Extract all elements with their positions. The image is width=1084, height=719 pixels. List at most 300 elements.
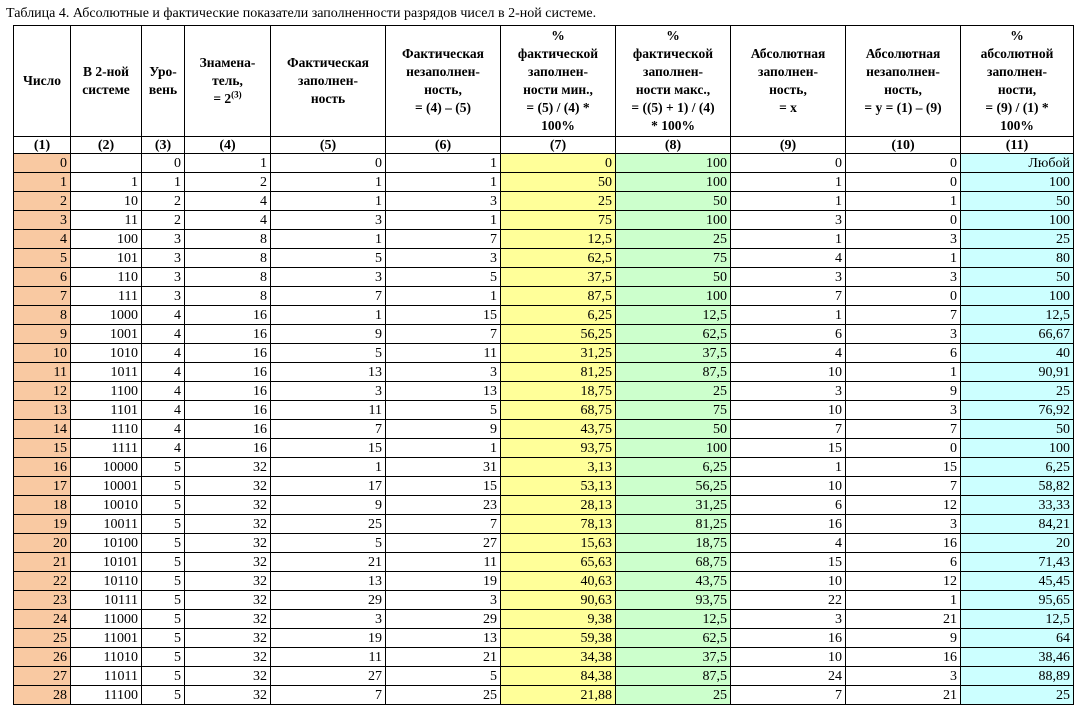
cell-abs-fill: 1	[731, 306, 846, 325]
cell-pct-abs: 50	[961, 268, 1074, 287]
header-row	[14, 26, 1074, 137]
cell-pct-max: 62,5	[616, 629, 731, 648]
cell-number: 19	[14, 515, 71, 534]
header-line: = (4) – (5)	[414, 100, 472, 115]
cell-pct-max: 81,25	[616, 515, 731, 534]
cell-level: 2	[142, 192, 185, 211]
cell-pct-max: 62,5	[616, 325, 731, 344]
cell-binary: 1111	[71, 439, 142, 458]
cell-actual-fill: 7	[271, 420, 386, 439]
cell-level: 5	[142, 610, 185, 629]
cell-actual-unfill: 3	[386, 363, 501, 382]
column-header-9	[731, 26, 846, 137]
header-line: Фактическая	[287, 55, 369, 70]
cell-level: 0	[142, 154, 185, 173]
column-number: (5)	[271, 137, 386, 154]
cell-number: 21	[14, 553, 71, 572]
table-row	[14, 648, 1074, 667]
cell-abs-unfill: 12	[846, 572, 961, 591]
cell-denominator: 8	[185, 249, 271, 268]
cell-pct-max: 100	[616, 173, 731, 192]
cell-actual-unfill: 1	[386, 287, 501, 306]
header-line: ность	[310, 91, 346, 106]
cell-pct-abs: 12,5	[961, 306, 1074, 325]
cell-pct-max: 75	[616, 401, 731, 420]
cell-actual-fill: 1	[271, 230, 386, 249]
cell-level: 1	[142, 173, 185, 192]
cell-abs-fill: 7	[731, 287, 846, 306]
cell-abs-fill: 15	[731, 553, 846, 572]
table-caption: Таблица 4. Абсолютные и фактические показатели заполненности разрядов чисел в 2-ной системе.	[6, 6, 597, 21]
cell-abs-unfill: 3	[846, 325, 961, 344]
column-number: (7)	[501, 137, 616, 154]
header-line: абсолютной	[980, 46, 1054, 61]
cell-actual-fill: 7	[271, 287, 386, 306]
cell-actual-unfill: 5	[386, 401, 501, 420]
header-line: Абсолютная	[750, 46, 826, 61]
cell-actual-unfill: 3	[386, 249, 501, 268]
cell-pct-abs: 12,5	[961, 610, 1074, 629]
cell-pct-min: 87,5	[501, 287, 616, 306]
cell-actual-unfill: 11	[386, 553, 501, 572]
header-line: = (5) / (4) *	[526, 100, 590, 115]
cell-denominator: 16	[185, 344, 271, 363]
cell-pct-max: 50	[616, 420, 731, 439]
cell-pct-abs: 50	[961, 420, 1074, 439]
cell-abs-fill: 6	[731, 496, 846, 515]
cell-abs-fill: 24	[731, 667, 846, 686]
cell-denominator: 32	[185, 515, 271, 534]
cell-pct-max: 6,25	[616, 458, 731, 477]
cell-abs-unfill: 7	[846, 306, 961, 325]
cell-abs-fill: 1	[731, 458, 846, 477]
cell-abs-unfill: 12	[846, 496, 961, 515]
cell-abs-fill: 10	[731, 572, 846, 591]
cell-abs-unfill: 6	[846, 553, 961, 572]
cell-actual-unfill: 13	[386, 629, 501, 648]
cell-number: 28	[14, 686, 71, 705]
cell-abs-fill: 16	[731, 629, 846, 648]
cell-actual-fill: 21	[271, 553, 386, 572]
table-row	[14, 363, 1074, 382]
cell-actual-unfill: 7	[386, 325, 501, 344]
table-row	[14, 496, 1074, 515]
table-row	[14, 420, 1074, 439]
header-line: ность,	[884, 82, 922, 97]
header-line: ность,	[424, 82, 462, 97]
cell-level: 5	[142, 477, 185, 496]
cell-abs-unfill: 3	[846, 667, 961, 686]
header-line: %	[1010, 28, 1024, 43]
cell-pct-abs: 20	[961, 534, 1074, 553]
column-number: (2)	[71, 137, 142, 154]
cell-actual-unfill: 1	[386, 173, 501, 192]
cell-level: 4	[142, 439, 185, 458]
column-header-4	[185, 26, 271, 137]
cell-denominator: 16	[185, 306, 271, 325]
table-row	[14, 629, 1074, 648]
cell-actual-unfill: 13	[386, 382, 501, 401]
header-formula: = 2	[213, 91, 232, 106]
cell-pct-max: 43,75	[616, 572, 731, 591]
cell-pct-max: 100	[616, 287, 731, 306]
cell-level: 3	[142, 268, 185, 287]
cell-level: 5	[142, 572, 185, 591]
cell-abs-unfill: 6	[846, 344, 961, 363]
header-line: = x	[779, 100, 797, 115]
cell-pct-max: 68,75	[616, 553, 731, 572]
cell-pct-min: 28,13	[501, 496, 616, 515]
header-line: фактической	[517, 46, 599, 61]
header-line: %	[666, 28, 680, 43]
cell-pct-abs: 76,92	[961, 401, 1074, 420]
cell-pct-max: 75	[616, 249, 731, 268]
cell-pct-min: 78,13	[501, 515, 616, 534]
cell-pct-max: 12,5	[616, 306, 731, 325]
cell-pct-min: 93,75	[501, 439, 616, 458]
cell-abs-fill: 7	[731, 420, 846, 439]
header-superscript: (3)	[231, 89, 242, 100]
cell-level: 4	[142, 363, 185, 382]
table-row	[14, 344, 1074, 363]
cell-pct-max: 37,5	[616, 344, 731, 363]
cell-binary: 1	[71, 173, 142, 192]
table-row	[14, 515, 1074, 534]
cell-actual-unfill: 29	[386, 610, 501, 629]
column-number: (4)	[185, 137, 271, 154]
cell-pct-max: 25	[616, 230, 731, 249]
cell-pct-min: 68,75	[501, 401, 616, 420]
header-line: 100%	[541, 118, 575, 133]
cell-pct-abs: 80	[961, 249, 1074, 268]
table-row	[14, 287, 1074, 306]
header-line: Число	[22, 73, 61, 88]
cell-level: 3	[142, 287, 185, 306]
cell-abs-unfill: 0	[846, 211, 961, 230]
header-line: незаполнен-	[866, 64, 940, 79]
cell-denominator: 8	[185, 230, 271, 249]
cell-abs-fill: 0	[731, 154, 846, 173]
table-row	[14, 230, 1074, 249]
cell-actual-fill: 3	[271, 268, 386, 287]
cell-number: 20	[14, 534, 71, 553]
cell-pct-abs: 71,43	[961, 553, 1074, 572]
cell-binary: 10	[71, 192, 142, 211]
cell-pct-abs: 45,45	[961, 572, 1074, 591]
cell-denominator: 32	[185, 629, 271, 648]
header-line: = (9) / (1) *	[985, 100, 1049, 115]
cell-denominator: 16	[185, 401, 271, 420]
header-line: 100%	[1000, 118, 1034, 133]
cell-abs-fill: 4	[731, 534, 846, 553]
header-line: тель,	[212, 73, 243, 88]
cell-denominator: 32	[185, 591, 271, 610]
cell-abs-fill: 3	[731, 610, 846, 629]
cell-pct-abs: 6,25	[961, 458, 1074, 477]
cell-number: 4	[14, 230, 71, 249]
column-number: (10)	[846, 137, 961, 154]
cell-number: 7	[14, 287, 71, 306]
column-header-3	[142, 26, 185, 137]
table-row	[14, 211, 1074, 230]
cell-actual-unfill: 27	[386, 534, 501, 553]
cell-pct-min: 81,25	[501, 363, 616, 382]
cell-pct-abs: 66,67	[961, 325, 1074, 344]
cell-abs-unfill: 3	[846, 268, 961, 287]
header-line: незаполнен-	[406, 64, 480, 79]
column-number: (6)	[386, 137, 501, 154]
cell-level: 3	[142, 230, 185, 249]
cell-pct-abs: 88,89	[961, 667, 1074, 686]
cell-binary: 1001	[71, 325, 142, 344]
header-line: вень	[148, 82, 178, 97]
column-number-row	[14, 137, 1074, 154]
cell-pct-abs: 25	[961, 686, 1074, 705]
cell-pct-max: 31,25	[616, 496, 731, 515]
table-row	[14, 268, 1074, 287]
cell-level: 5	[142, 667, 185, 686]
cell-abs-fill: 1	[731, 192, 846, 211]
column-header-11	[961, 26, 1074, 137]
cell-denominator: 16	[185, 363, 271, 382]
cell-actual-fill: 1	[271, 306, 386, 325]
cell-binary: 1010	[71, 344, 142, 363]
cell-pct-abs: 100	[961, 287, 1074, 306]
column-header-1	[14, 26, 71, 137]
cell-level: 5	[142, 496, 185, 515]
table-row	[14, 572, 1074, 591]
cell-pct-abs: Любой	[961, 154, 1074, 173]
cell-pct-min: 31,25	[501, 344, 616, 363]
column-header-2	[71, 26, 142, 137]
cell-pct-min: 34,38	[501, 648, 616, 667]
cell-actual-fill: 5	[271, 534, 386, 553]
cell-abs-fill: 6	[731, 325, 846, 344]
header-line: системе	[82, 82, 130, 97]
column-number: (11)	[961, 137, 1074, 154]
cell-binary: 10101	[71, 553, 142, 572]
cell-abs-fill: 16	[731, 515, 846, 534]
table-row	[14, 325, 1074, 344]
cell-abs-unfill: 9	[846, 629, 961, 648]
cell-actual-fill: 1	[271, 173, 386, 192]
header-line: В 2-ной	[83, 64, 129, 79]
cell-binary: 1011	[71, 363, 142, 382]
cell-pct-max: 87,5	[616, 667, 731, 686]
cell-denominator: 8	[185, 287, 271, 306]
cell-level: 2	[142, 211, 185, 230]
cell-denominator: 32	[185, 496, 271, 515]
cell-number: 23	[14, 591, 71, 610]
cell-number: 16	[14, 458, 71, 477]
cell-actual-unfill: 31	[386, 458, 501, 477]
cell-number: 24	[14, 610, 71, 629]
cell-pct-min: 50	[501, 173, 616, 192]
cell-pct-abs: 25	[961, 230, 1074, 249]
cell-binary: 11000	[71, 610, 142, 629]
fill-table	[13, 25, 1074, 705]
cell-actual-unfill: 19	[386, 572, 501, 591]
cell-abs-fill: 10	[731, 477, 846, 496]
column-number: (1)	[14, 137, 71, 154]
table-row	[14, 534, 1074, 553]
cell-number: 1	[14, 173, 71, 192]
cell-actual-unfill: 15	[386, 477, 501, 496]
cell-number: 6	[14, 268, 71, 287]
column-header-5	[271, 26, 386, 137]
cell-denominator: 16	[185, 439, 271, 458]
cell-level: 5	[142, 591, 185, 610]
cell-pct-min: 84,38	[501, 667, 616, 686]
cell-number: 12	[14, 382, 71, 401]
cell-binary: 10010	[71, 496, 142, 515]
cell-actual-unfill: 25	[386, 686, 501, 705]
cell-pct-abs: 84,21	[961, 515, 1074, 534]
cell-denominator: 32	[185, 458, 271, 477]
cell-pct-max: 87,5	[616, 363, 731, 382]
cell-abs-fill: 4	[731, 344, 846, 363]
cell-number: 13	[14, 401, 71, 420]
cell-level: 5	[142, 629, 185, 648]
cell-pct-max: 18,75	[616, 534, 731, 553]
cell-level: 4	[142, 306, 185, 325]
cell-binary: 10001	[71, 477, 142, 496]
cell-number: 14	[14, 420, 71, 439]
cell-pct-min: 62,5	[501, 249, 616, 268]
cell-actual-fill: 19	[271, 629, 386, 648]
table-row	[14, 591, 1074, 610]
cell-denominator: 16	[185, 420, 271, 439]
cell-abs-fill: 7	[731, 686, 846, 705]
cell-number: 8	[14, 306, 71, 325]
cell-actual-fill: 27	[271, 667, 386, 686]
cell-abs-fill: 1	[731, 173, 846, 192]
cell-pct-max: 37,5	[616, 648, 731, 667]
header-line: = y = (1) – (9)	[864, 100, 942, 115]
header-line: ности макс.,	[635, 82, 711, 97]
cell-actual-fill: 25	[271, 515, 386, 534]
cell-pct-max: 50	[616, 192, 731, 211]
cell-number: 5	[14, 249, 71, 268]
cell-pct-abs: 33,33	[961, 496, 1074, 515]
cell-actual-unfill: 11	[386, 344, 501, 363]
cell-abs-unfill: 0	[846, 439, 961, 458]
cell-binary: 10111	[71, 591, 142, 610]
column-header-6	[386, 26, 501, 137]
column-header-10	[846, 26, 961, 137]
cell-binary: 10000	[71, 458, 142, 477]
table-row	[14, 553, 1074, 572]
cell-number: 3	[14, 211, 71, 230]
column-header-8	[616, 26, 731, 137]
cell-denominator: 4	[185, 192, 271, 211]
cell-denominator: 4	[185, 211, 271, 230]
cell-denominator: 32	[185, 572, 271, 591]
cell-number: 9	[14, 325, 71, 344]
cell-number: 26	[14, 648, 71, 667]
cell-actual-unfill: 1	[386, 439, 501, 458]
cell-pct-max: 12,5	[616, 610, 731, 629]
header-line: заполнен-	[987, 64, 1047, 79]
cell-abs-unfill: 0	[846, 173, 961, 192]
cell-actual-fill: 15	[271, 439, 386, 458]
cell-number: 2	[14, 192, 71, 211]
header-line: заполнен-	[643, 64, 703, 79]
cell-denominator: 8	[185, 268, 271, 287]
cell-actual-unfill: 7	[386, 515, 501, 534]
column-number: (9)	[731, 137, 846, 154]
cell-actual-fill: 1	[271, 192, 386, 211]
header-line: = ((5) + 1) / (4)	[631, 100, 715, 115]
cell-pct-min: 75	[501, 211, 616, 230]
cell-number: 27	[14, 667, 71, 686]
cell-pct-min: 43,75	[501, 420, 616, 439]
header-line: * 100%	[651, 118, 695, 133]
column-number: (8)	[616, 137, 731, 154]
cell-abs-unfill: 15	[846, 458, 961, 477]
cell-denominator: 32	[185, 648, 271, 667]
cell-pct-abs: 40	[961, 344, 1074, 363]
cell-number: 10	[14, 344, 71, 363]
cell-abs-unfill: 1	[846, 192, 961, 211]
cell-level: 5	[142, 534, 185, 553]
cell-actual-unfill: 5	[386, 667, 501, 686]
cell-pct-min: 3,13	[501, 458, 616, 477]
cell-abs-unfill: 1	[846, 591, 961, 610]
cell-pct-max: 50	[616, 268, 731, 287]
cell-number: 11	[14, 363, 71, 382]
cell-actual-fill: 29	[271, 591, 386, 610]
cell-pct-abs: 95,65	[961, 591, 1074, 610]
table-row	[14, 686, 1074, 705]
cell-pct-abs: 50	[961, 192, 1074, 211]
cell-number: 17	[14, 477, 71, 496]
cell-level: 4	[142, 325, 185, 344]
cell-abs-unfill: 3	[846, 230, 961, 249]
table-row	[14, 401, 1074, 420]
cell-actual-unfill: 7	[386, 230, 501, 249]
table-row	[14, 610, 1074, 629]
table-row	[14, 458, 1074, 477]
cell-abs-unfill: 3	[846, 515, 961, 534]
cell-binary: 11011	[71, 667, 142, 686]
cell-pct-abs: 25	[961, 382, 1074, 401]
cell-binary: 11	[71, 211, 142, 230]
cell-actual-fill: 3	[271, 211, 386, 230]
cell-actual-unfill: 15	[386, 306, 501, 325]
cell-denominator: 16	[185, 325, 271, 344]
cell-actual-unfill: 9	[386, 420, 501, 439]
cell-pct-abs: 38,46	[961, 648, 1074, 667]
cell-actual-fill: 9	[271, 325, 386, 344]
cell-pct-min: 59,38	[501, 629, 616, 648]
cell-actual-fill: 11	[271, 401, 386, 420]
cell-number: 22	[14, 572, 71, 591]
cell-pct-min: 40,63	[501, 572, 616, 591]
cell-level: 4	[142, 344, 185, 363]
cell-abs-fill: 10	[731, 363, 846, 382]
cell-binary: 11001	[71, 629, 142, 648]
cell-pct-min: 0	[501, 154, 616, 173]
cell-binary: 11010	[71, 648, 142, 667]
cell-actual-fill: 3	[271, 382, 386, 401]
cell-actual-fill: 9	[271, 496, 386, 515]
cell-abs-unfill: 0	[846, 287, 961, 306]
cell-abs-unfill: 0	[846, 154, 961, 173]
cell-denominator: 1	[185, 154, 271, 173]
cell-abs-fill: 15	[731, 439, 846, 458]
cell-pct-min: 37,5	[501, 268, 616, 287]
